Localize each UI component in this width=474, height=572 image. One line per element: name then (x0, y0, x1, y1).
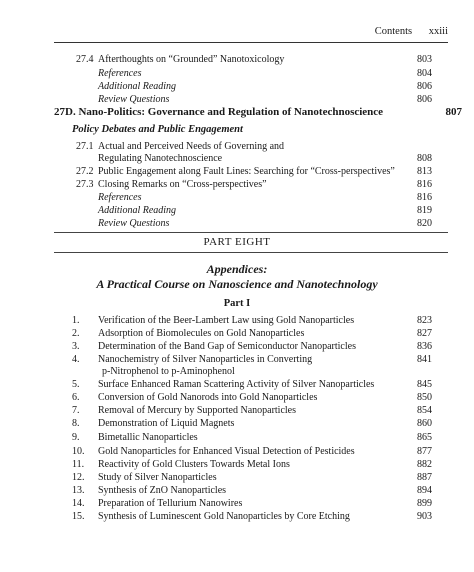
entry-number: 27.4 (76, 54, 94, 65)
entry-page: 816 (417, 179, 432, 190)
part-rule-top (54, 232, 448, 233)
part-rule-bottom (54, 252, 448, 253)
entry-title: References (98, 68, 142, 79)
entry-page: 845 (417, 379, 432, 390)
entry-number: 14. (72, 498, 85, 509)
entry-title: Nanochemistry of Silver Nanoparticles in Converting (98, 354, 313, 365)
entry-title: Review Questions (98, 94, 170, 105)
appendix-entry (0, 328, 474, 340)
entry-page: 804 (417, 68, 432, 79)
entry-title: p-Nitrophenol to p-Aminophenol (102, 366, 235, 377)
entry-title: Demonstration of Liquid Magnets (98, 418, 235, 429)
entry-title: Public Engagement along Fault Lines: Searching for “Cross-perspectives” (98, 166, 395, 177)
appendix-entry (0, 446, 474, 458)
toc-entry (0, 218, 474, 230)
entry-page: 841 (417, 354, 432, 365)
header-section: Contents (374, 26, 413, 37)
entry-number: 12. (72, 472, 85, 483)
entry-title: Preparation of Tellurium Nanowires (98, 498, 243, 509)
chapter-title: 27D. Nano-Politics: Governance and Regulation of Nanotechnoscience (54, 106, 384, 118)
entry-number: 5. (72, 379, 80, 390)
entry-page: 806 (417, 94, 432, 105)
toc-entry (0, 205, 474, 217)
entry-number: 13. (72, 485, 85, 496)
entry-title: Study of Silver Nanoparticles (98, 472, 217, 483)
entry-title: Verification of the Beer-Lambert Law using Gold Nanoparticles (98, 315, 355, 326)
entry-page: 854 (417, 405, 432, 416)
entry-page: 827 (417, 328, 432, 339)
entry-number: 6. (72, 392, 80, 403)
entry-page: 803 (417, 54, 432, 65)
entry-number: 1. (72, 315, 80, 326)
chapter-page: 807 (445, 106, 462, 118)
entry-title: Surface Enhanced Raman Scattering Activity of Silver Nanoparticles (98, 379, 375, 390)
entry-page: 806 (417, 81, 432, 92)
part-title-line1: Appendices: (206, 262, 268, 276)
entry-page: 836 (417, 341, 432, 352)
toc-entry (0, 153, 474, 165)
appendix-entry (0, 315, 474, 327)
entry-page: 882 (417, 459, 432, 470)
running-header (375, 26, 448, 37)
entry-page: 808 (417, 153, 432, 164)
appendix-entry (0, 498, 474, 510)
appendix-entry (0, 459, 474, 471)
entry-title: Gold Nanoparticles for Enhanced Visual Detection of Pesticides (98, 446, 355, 457)
part-label: PART EIGHT (203, 236, 271, 248)
entry-number: 9. (72, 432, 80, 443)
entry-title: Synthesis of ZnO Nanoparticles (98, 485, 227, 496)
toc-entry (0, 81, 474, 93)
entry-page: 865 (417, 432, 432, 443)
entry-title: Bimetallic Nanoparticles (98, 432, 198, 443)
appendix-entry (0, 418, 474, 430)
entry-title: Determination of the Band Gap of Semiconductor Nanoparticles (98, 341, 356, 352)
part-title-line2: A Practical Course on Nanoscience and Nanotechnology (96, 277, 378, 291)
entry-title: Synthesis of Luminescent Gold Nanoparticles by Core Etching (98, 511, 350, 522)
entry-number: 27.1 (76, 141, 94, 152)
entry-page: 877 (417, 446, 432, 457)
appendix-entry (0, 392, 474, 404)
appendix-entry (0, 511, 474, 523)
toc-entry (0, 54, 474, 66)
entry-title: Additional Reading (98, 81, 177, 92)
entry-page: 813 (417, 166, 432, 177)
appendix-entry (0, 341, 474, 353)
appendix-entry (0, 405, 474, 417)
appendix-entry (0, 472, 474, 484)
entry-title: References (98, 192, 142, 203)
entry-number: 2. (72, 328, 80, 339)
chapter-heading (54, 105, 462, 119)
appendix-entry (0, 354, 474, 366)
appendix-entry (0, 485, 474, 497)
toc-entry (0, 68, 474, 80)
entry-title: Closing Remarks on “Cross-perspectives” (98, 179, 267, 190)
entry-page: 816 (417, 192, 432, 203)
entry-title: Regulating Nanotechnoscience (98, 153, 223, 164)
entry-number: 11. (72, 459, 85, 470)
entry-page: 820 (417, 218, 432, 229)
entry-title: Additional Reading (98, 205, 177, 216)
entry-page: 819 (417, 205, 432, 216)
entry-title: Reactivity of Gold Clusters Towards Metal Ions (98, 459, 290, 470)
appendix-entry (0, 432, 474, 444)
entry-title: Review Questions (98, 218, 170, 229)
toc-entry (0, 141, 474, 153)
entry-number: 15. (72, 511, 85, 522)
entry-title: Adsorption of Biomolecules on Gold Nanoparticles (98, 328, 305, 339)
entry-page: 899 (417, 498, 432, 509)
header-rule (54, 42, 448, 43)
entry-page: 860 (417, 418, 432, 429)
entry-page: 887 (417, 472, 432, 483)
entry-number: 27.2 (76, 166, 94, 177)
entry-number: 3. (72, 341, 80, 352)
entry-number: 10. (72, 446, 85, 457)
toc-entry (0, 192, 474, 204)
subpart-heading: Part I (223, 298, 251, 309)
entry-page: 903 (417, 511, 432, 522)
entry-number: 27.3 (76, 179, 94, 190)
entry-number: 4. (72, 354, 80, 365)
entry-page: 850 (417, 392, 432, 403)
entry-title: Actual and Perceived Needs of Governing and (98, 141, 285, 152)
chapter-subheading: Policy Debates and Public Engagement (72, 124, 243, 135)
entry-number: 7. (72, 405, 80, 416)
appendix-entry (0, 379, 474, 391)
entry-title: Afterthoughts on “Grounded” Nanotoxicology (98, 54, 285, 65)
entry-page: 894 (417, 485, 432, 496)
entry-title: Conversion of Gold Nanorods into Gold Nanoparticles (98, 392, 318, 403)
entry-page: 823 (417, 315, 432, 326)
header-page-number: xxiii (428, 26, 448, 37)
appendix-entry (0, 366, 474, 378)
toc-entry (0, 179, 474, 191)
entry-number: 8. (72, 418, 80, 429)
toc-entry (0, 166, 474, 178)
entry-title: Removal of Mercury by Supported Nanoparticles (98, 405, 297, 416)
